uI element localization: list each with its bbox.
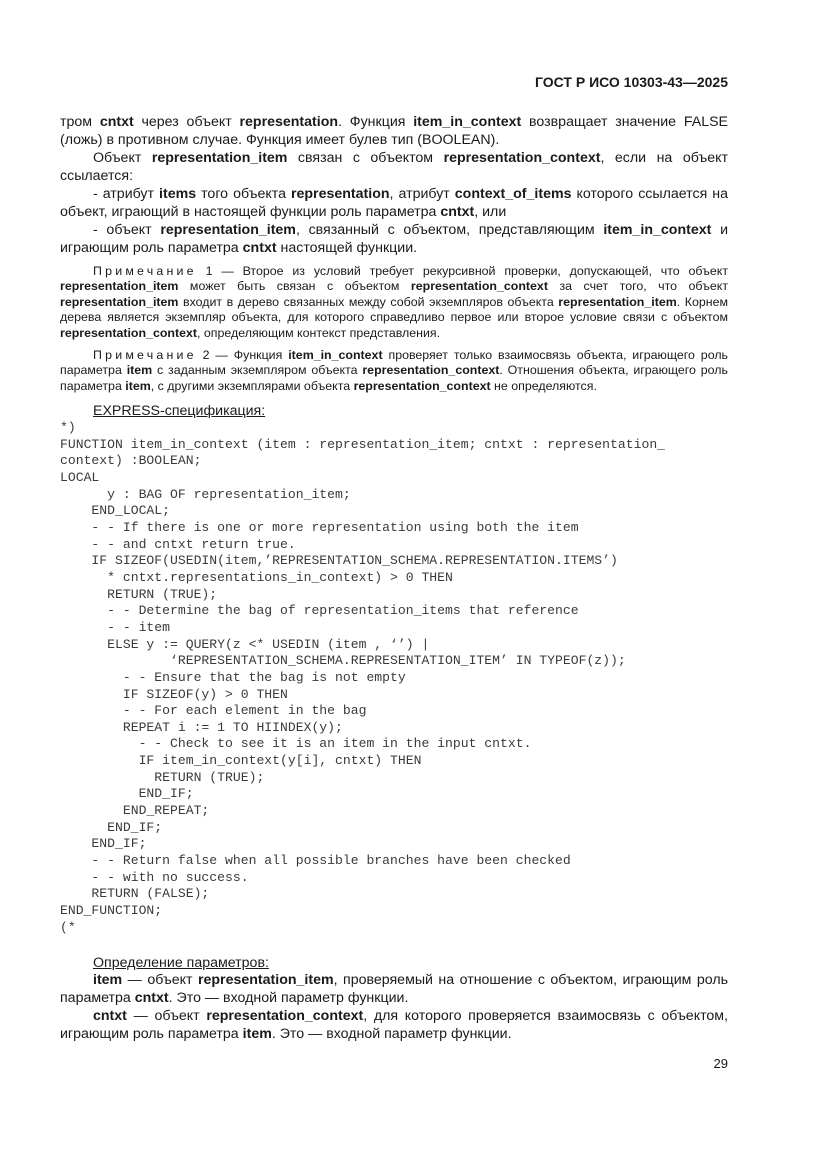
paragraph-function-return: тром cntxt через объект representation. Функция item_in_context возвращает значение FALSE (ложь) в противном случае. Функция имеет булев тип (BOOLEAN). bbox=[60, 114, 729, 148]
express-spec-title: EXPRESS-спецификация: bbox=[93, 403, 266, 419]
note-label: Примечание bbox=[93, 264, 197, 278]
param-cntxt-definition: cntxt — объект representation_context, для которого проверяется взаимосвязь с объектом, играющим роль параметра item. Это — входной параметр функции. bbox=[60, 1008, 728, 1042]
note-1: Примечание 1 — Второе из условий требует рекурсивной проверки, допускающей, что объект representation_item может быть связан с объектом representation_context за счет того, что объект representation_item входит в дерево связанных между собой экземпляров объекта representation_item. Корнем дерева является экземпляр объекта, для которого справедливо первое или второе условие связи с объектом representation_context, определяющим контекст представления. bbox=[60, 264, 728, 340]
parameters-title: Определение параметров: bbox=[93, 955, 269, 971]
document-header: ГОСТ Р ИСО 10303-43—2025 bbox=[535, 74, 728, 90]
list-item-related-object: - объект representation_item, связанный с объектом, представляющим item_in_context и играющим роль параметра cntxt настоящей функции. bbox=[60, 222, 728, 256]
param-item-definition: item — объект representation_item, проверяемый на отношение с объектом, играющим роль параметра cntxt. Это — входной параметр функции. bbox=[60, 972, 728, 1006]
express-code-block: *) FUNCTION item_in_context (item : representation_item; cntxt : representation_ context) :BOOLEAN; LOCAL y : BAG OF representation_item; END_LOCAL; - - If there is one or more representation using both the item - - and cntxt return true. IF SIZEOF(USEDIN(item,’REPRESENTATION_SCHEMA.REPRESENTATION.ITEMS’) * cntxt.representations_in_context) > 0 THEN RETURN (TRUE); - - Determine the bag of representation_items that reference - - item ELSE y := QUERY(z <* USEDIN (item , ‘’) | ‘REPRESENTATION_SCHEMA.REPRESENTATION_ITEM’ IN TYPEOF(z)); - - Ensure that the bag is not empty IF SIZEOF(y) > 0 THEN - - For each element in the bag REPEAT i := 1 TO HIINDEX(y); - - Check to see it is an item in the input cntxt. IF item_in_context(y[i], cntxt) THEN RETURN (TRUE); END_IF; END_REPEAT; END_IF; END_IF; - - Return false when all possible branches have been checked - - with no success. RETURN (FALSE); END_FUNCTION; (* bbox=[60, 420, 666, 935]
list-item-attribute-items: - атрибут items того объекта representation, атрибут context_of_items которого ссылается на объект, играющий в настоящей функции роль параметра cntxt, или bbox=[60, 186, 729, 220]
note-2: Примечание 2 — Функция item_in_context проверяет только взаимосвязь объекта, играющего роль параметра item с заданным экземпляром объекта representation_context. Отношения объекта, играющего роль параметра item, с другими экземплярами объекта representation_context не определяются. bbox=[60, 348, 728, 393]
paragraph-item-relation: Объект representation_item связан с объектом representation_context, если на объект ссылается: bbox=[60, 150, 728, 184]
page-number: 29 bbox=[713, 1056, 728, 1071]
note-label: Примечание bbox=[93, 348, 197, 362]
